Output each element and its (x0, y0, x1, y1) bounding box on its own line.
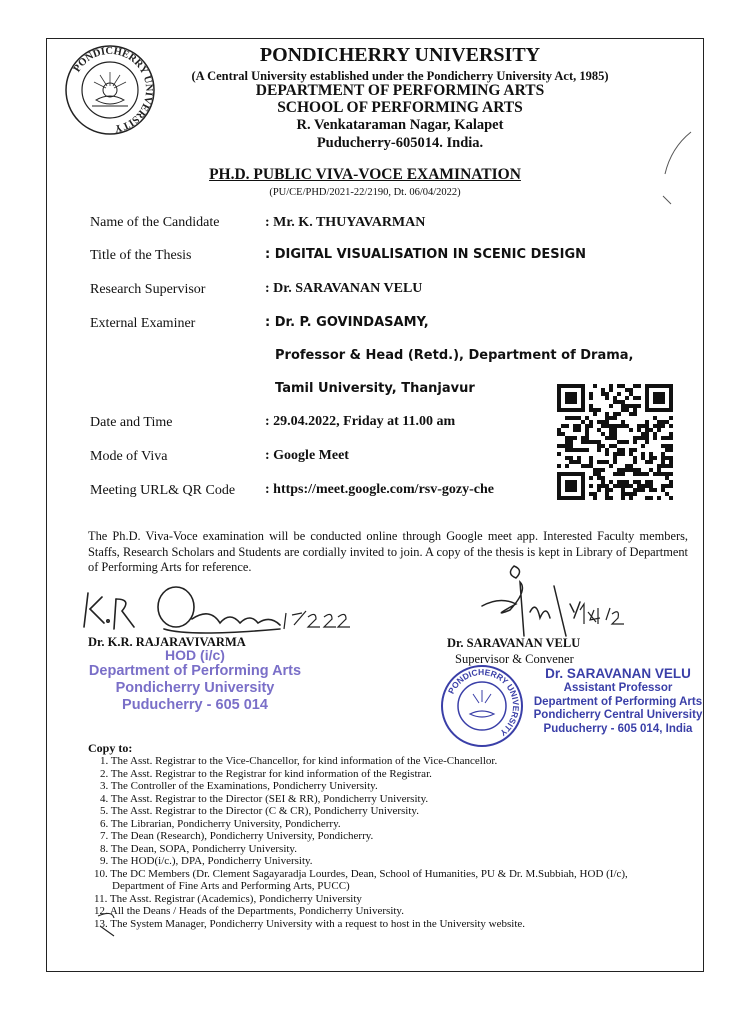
mode-value: : Google Meet (265, 448, 349, 463)
address-line-1: R. Venkataraman Nagar, Kalapet (296, 117, 504, 133)
datetime-label: Date and Time (90, 415, 173, 430)
mode-label: Mode of Viva (90, 449, 168, 464)
supervisor-name: Dr. SARAVANAN VELU (447, 636, 581, 650)
copy-to-heading: Copy to: (88, 741, 133, 755)
datetime-value: : 29.04.2022, Friday at 11.00 am (265, 414, 456, 429)
seal-ring-text: PONDICHERRY UNIVERSITY (445, 666, 522, 739)
examiner-institution: Tamil University, Thanjavur (275, 381, 475, 396)
list-item: 5. The Asst. Registrar to the Director (C & CR), Pondicherry University. (100, 805, 419, 817)
list-item: 2. The Asst. Registrar to the Registrar for kind information of the Registrar. (100, 767, 432, 780)
supervisor-stamp-line: Department of Performing Arts (533, 695, 703, 708)
school-name: SCHOOL OF PERFORMING ARTS (277, 99, 523, 116)
list-item: 7. The Dean (Research), Pondicherry University, Pondicherry. (100, 830, 374, 842)
meeting-url[interactable]: : https://meet.google.com/rsv-gozy-che (265, 482, 494, 497)
supervisor-stamp-line: Assistant Professor (563, 682, 673, 694)
thesis-label: Title of the Thesis (90, 248, 192, 263)
list-item: 3. The Controller of the Examinations, Pondicherry University. (100, 780, 378, 792)
logo-ring-text: PONDICHERRY UNIVERSITY (71, 45, 155, 134)
university-logo (62, 42, 158, 138)
hod-stamp-line: HOD (i/c) (165, 647, 225, 663)
list-item: 10. The DC Members (Dr. Clement Sagayaradja Lourdes, Dean, School of Humanities, PU & Dr. M.Subbiah, HOD (I/c), (94, 867, 628, 880)
list-item: 6. The Librarian, Pondicherry University, Pondicherry. (100, 817, 341, 830)
supervisor-value: : Dr. SARAVANAN VELU (265, 281, 423, 296)
supervisor-role: Supervisor & Convener (455, 652, 574, 666)
list-item: 12. All the Deans / Heads of the Departments, Pondicherry University. (94, 905, 404, 917)
hod-name: Dr. K.R. RAJARAVIVARMA (88, 635, 246, 649)
exam-title: PH.D. PUBLIC VIVA-VOCE EXAMINATION (209, 166, 521, 183)
supervisor-stamp-line: Dr. SARAVANAN VELU (545, 666, 691, 681)
hod-stamp-line: Puducherry - 605 014 (122, 697, 268, 713)
candidate-label: Name of the Candidate (90, 215, 220, 230)
copy-to-list (90, 755, 700, 930)
list-item: 1. The Asst. Registrar to the Vice-Chancellor, for kind information of the Vice-Chancellor. (100, 755, 498, 767)
supervisor-stamp-line: Puducherry - 605 014, India (543, 722, 693, 735)
exam-reference: (PU/CE/PHD/2021-22/2190, Dt. 06/04/2022) (269, 187, 461, 198)
candidate-value: : Mr. K. THUYAVARMAN (265, 215, 426, 230)
list-item: Department of Fine Arts and Performing Arts, PUCC) (112, 880, 350, 892)
examiner-value: : Dr. P. GOVINDASAMY, (265, 315, 429, 330)
establishment-note: (A Central University established under the Pondicherry University Act, 1985) (191, 69, 609, 83)
hod-stamp-line: Department of Performing Arts (88, 663, 302, 679)
hod-stamp (60, 647, 330, 714)
thesis-value: : DIGITAL VISUALISATION IN SCENIC DESIGN (265, 247, 586, 262)
supervisor-stamp-line: Pondicherry Central University (533, 709, 703, 721)
supervisor-label: Research Supervisor (90, 282, 206, 297)
examiner-label: External Examiner (90, 316, 196, 331)
hod-stamp-line: Pondicherry University (115, 680, 275, 696)
invitation-paragraph: The Ph.D. Viva-Voce examination will be conducted online through Google meet app. Interested Faculty members, Staffs, Research Scholars and Students are cordially invited to join. A copy of the thesis is kept in Library of Department of Performing Arts for reference. (88, 529, 688, 574)
list-item: 4. The Asst. Registrar to the Director (SEI & RR), Pondicherry University. (100, 792, 429, 805)
url-label: Meeting URL& QR Code (90, 483, 236, 498)
department-name: DEPARTMENT OF PERFORMING ARTS (255, 82, 545, 99)
supervisor-stamp (518, 666, 718, 736)
university-name: PONDICHERRY UNIVERSITY (259, 44, 541, 66)
list-item: 9. The HOD(i/c.), DPA, Pondicherry University. (100, 855, 313, 867)
list-item: 11. The Asst. Registrar (Academics), Pondicherry University (94, 892, 362, 905)
address-line-2: Puducherry-605014. India. (316, 135, 484, 151)
examiner-designation: Professor & Head (Retd.), Department of Drama, (275, 348, 634, 363)
qr-code[interactable] (557, 384, 673, 500)
list-item: 8. The Dean, SOPA, Pondicherry University. (100, 842, 297, 855)
list-item: 13. The System Manager, Pondicherry University with a request to host in the University website. (94, 917, 526, 930)
